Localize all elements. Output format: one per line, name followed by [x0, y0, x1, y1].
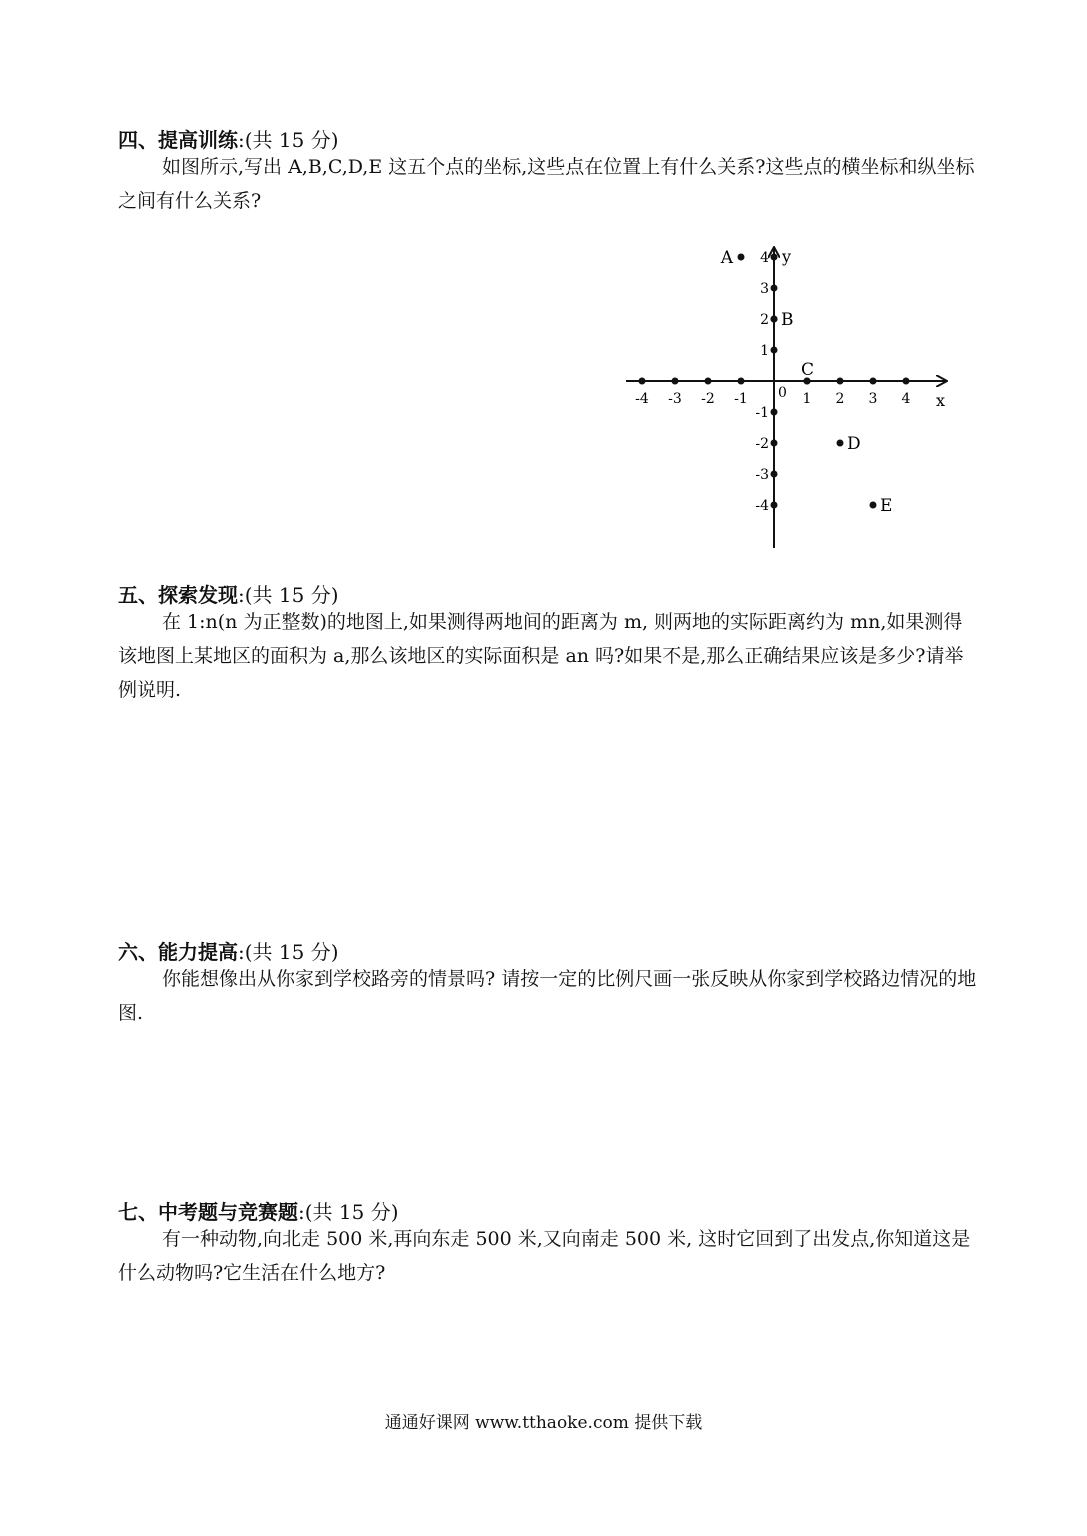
x-axis-label: x	[936, 391, 946, 410]
section-5-body: 在 1:n(n 为正整数)的地图上,如果测得两地间的距离为 m, 则两地的实际距离约为 mn,如果测得该地图上某地区的面积为 a,那么该地区的实际面积是 an 吗?如果不是,那么正确结果应该是多少?请举例说明.	[118, 611, 964, 701]
x-tick-label: -1	[734, 391, 748, 407]
point-label-E: E	[880, 496, 893, 516]
y-tick-label: -4	[755, 498, 769, 514]
point-E	[870, 502, 877, 509]
section-5-heading	[118, 579, 339, 608]
point-B	[771, 316, 778, 323]
x-tick--3	[672, 378, 679, 385]
x-tick--4	[639, 378, 646, 385]
x-tick--1	[738, 378, 745, 385]
y-tick-label: -2	[755, 436, 769, 452]
x-tick-4	[903, 378, 910, 385]
point-D	[837, 440, 844, 447]
x-tick-label: 2	[835, 391, 845, 407]
y-tick-label: 1	[760, 343, 769, 359]
section-4-heading	[118, 124, 339, 153]
x-tick-label: -2	[701, 391, 715, 407]
section-7-body: 有一种动物,向北走 500 米,再向东走 500 米,又向南走 500 米, 这时它回到了出发点,你知道这是什么动物吗?它生活在什么地方?	[118, 1228, 971, 1284]
y-tick--3	[771, 471, 778, 478]
y-tick-3	[771, 285, 778, 292]
point-label-A: A	[720, 248, 733, 268]
y-tick--2	[771, 440, 778, 447]
x-tick-2	[837, 378, 844, 385]
point-A	[738, 254, 745, 261]
y-tick-label: -1	[755, 405, 769, 421]
section-5-points: :(共 15 分)	[238, 583, 339, 607]
y-tick-label: -3	[755, 467, 769, 483]
section-7-points: :(共 15 分)	[298, 1200, 399, 1224]
x-tick-label: 3	[868, 391, 878, 407]
point-label-B: B	[781, 310, 794, 330]
y-tick-label: 2	[760, 312, 769, 328]
coordinate-plot	[610, 240, 970, 560]
section-5-title: 五、探索发现	[118, 583, 238, 607]
y-tick--4	[771, 502, 778, 509]
section-4-points: :(共 15 分)	[238, 128, 339, 152]
section-4-title: 四、提高训练	[118, 128, 238, 152]
point-label-D: D	[847, 434, 861, 454]
y-tick-label: 3	[760, 281, 769, 297]
section-6-points: :(共 15 分)	[238, 940, 339, 964]
x-tick--2	[705, 378, 712, 385]
x-tick-3	[870, 378, 877, 385]
footer-text: 通通好课网 www.tthaoke.com 提供下载	[384, 1413, 703, 1433]
origin-label: 0	[778, 385, 787, 401]
y-tick-4	[771, 254, 778, 261]
section-6-body: 你能想像出从你家到学校路旁的情景吗? 请按一定的比例尺画一张反映从你家到学校路边情况的地图.	[118, 968, 977, 1024]
section-4-body: 如图所示,写出 A,B,C,D,E 这五个点的坐标,这些点在位置上有什么关系?这些点的横坐标和纵坐标之间有什么关系?	[118, 156, 975, 212]
y-tick-label: 4	[760, 250, 769, 266]
point-label-C: C	[801, 360, 815, 380]
y-tick--1	[771, 409, 778, 416]
section-6-heading	[118, 936, 339, 965]
x-tick-label: 4	[901, 391, 911, 407]
section-6-title: 六、能力提高	[118, 940, 238, 964]
x-tick-label: -3	[668, 391, 682, 407]
x-tick-label: -4	[635, 391, 649, 407]
section-7-heading	[118, 1196, 399, 1225]
x-tick-label: 1	[802, 391, 812, 407]
section-7-title: 七、中考题与竞赛题	[118, 1200, 298, 1224]
y-axis-label: y	[782, 247, 792, 266]
y-tick-1	[771, 347, 778, 354]
